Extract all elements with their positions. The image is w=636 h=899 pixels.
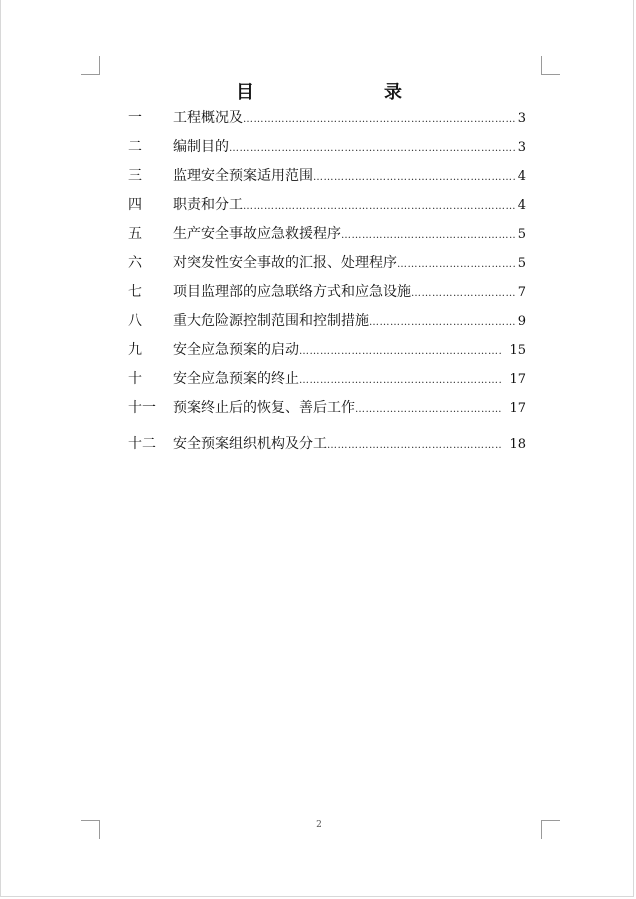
toc-entry-title: 工程概况及	[173, 110, 243, 126]
toc-entry-page: 3	[517, 140, 526, 155]
toc-entry-page: 4	[517, 169, 526, 184]
toc-entry-number: 七	[128, 284, 142, 300]
crop-mark-top-right	[541, 56, 560, 75]
toc-dot-leader	[229, 139, 516, 159]
toc-dot-leader	[397, 255, 516, 275]
toc-entry[interactable]	[128, 340, 526, 369]
toc-entry-page: 7	[517, 285, 526, 300]
toc-entry-number: 三	[128, 168, 142, 184]
toc-entry[interactable]	[128, 137, 526, 166]
toc-entry-page: 15	[509, 343, 526, 358]
toc-entry[interactable]	[128, 434, 526, 463]
toc-entry-number: 十	[128, 371, 142, 387]
toc-entry-number: 六	[128, 255, 142, 271]
toc-title: 目 录	[236, 82, 458, 103]
toc-entry[interactable]	[128, 166, 526, 195]
toc-dot-leader	[299, 342, 501, 362]
crop-mark-top-left	[81, 56, 100, 75]
toc-dot-leader	[243, 110, 516, 130]
toc-entry[interactable]	[128, 108, 526, 137]
toc-entry[interactable]	[128, 311, 526, 340]
toc-entry-title: 安全应急预案的启动	[173, 342, 299, 358]
toc-entry-page: 5	[517, 256, 526, 271]
toc-entry-page: 3	[517, 111, 526, 126]
toc-entry-title: 项目监理部的应急联络方式和应急设施	[173, 284, 411, 300]
toc-entry-number: 四	[128, 197, 142, 213]
toc-entry-title: 生产安全事故应急救援程序	[173, 226, 341, 242]
toc-entry-title: 监理安全预案适用范围	[173, 168, 313, 184]
toc-dot-leader	[313, 168, 516, 188]
toc-dot-leader	[243, 197, 516, 217]
table-of-contents	[128, 108, 526, 463]
toc-dot-leader	[327, 436, 501, 456]
toc-entry-page: 17	[509, 401, 526, 416]
page-number: 2	[316, 820, 322, 830]
toc-entry-page: 9	[517, 314, 526, 329]
toc-entry-title: 职责和分工	[173, 197, 243, 213]
toc-entry-page: 4	[517, 198, 526, 213]
toc-entry-title: 安全预案组织机构及分工	[173, 436, 327, 452]
toc-entry[interactable]	[128, 253, 526, 282]
toc-entry[interactable]	[128, 369, 526, 398]
toc-entry-number: 九	[128, 342, 142, 358]
toc-entry-title: 对突发性安全事故的汇报、处理程序	[173, 255, 397, 271]
toc-entry-title: 预案终止后的恢复、善后工作	[173, 400, 355, 416]
toc-entry-number: 十二	[128, 436, 156, 452]
toc-entry-number: 五	[128, 226, 142, 242]
toc-entry-number: 八	[128, 313, 142, 329]
toc-dot-leader	[411, 284, 516, 304]
toc-dot-leader	[299, 371, 501, 391]
toc-entry-number: 一	[128, 110, 142, 126]
toc-entry-title: 编制目的	[173, 139, 229, 155]
toc-entry-title: 安全应急预案的终止	[173, 371, 299, 387]
toc-entry[interactable]	[128, 282, 526, 311]
toc-entry-page: 5	[517, 227, 526, 242]
toc-entry-title: 重大危险源控制范围和控制措施	[173, 313, 369, 329]
toc-dot-leader	[369, 313, 516, 333]
toc-entry-page: 18	[509, 437, 526, 452]
toc-entry[interactable]	[128, 398, 526, 427]
toc-entry[interactable]	[128, 224, 526, 253]
toc-entry[interactable]	[128, 195, 526, 224]
toc-entry-number: 二	[128, 139, 142, 155]
toc-dot-leader	[355, 400, 501, 420]
toc-dot-leader	[341, 226, 516, 246]
toc-entry-page: 17	[509, 372, 526, 387]
toc-entry-number: 十一	[128, 400, 156, 416]
